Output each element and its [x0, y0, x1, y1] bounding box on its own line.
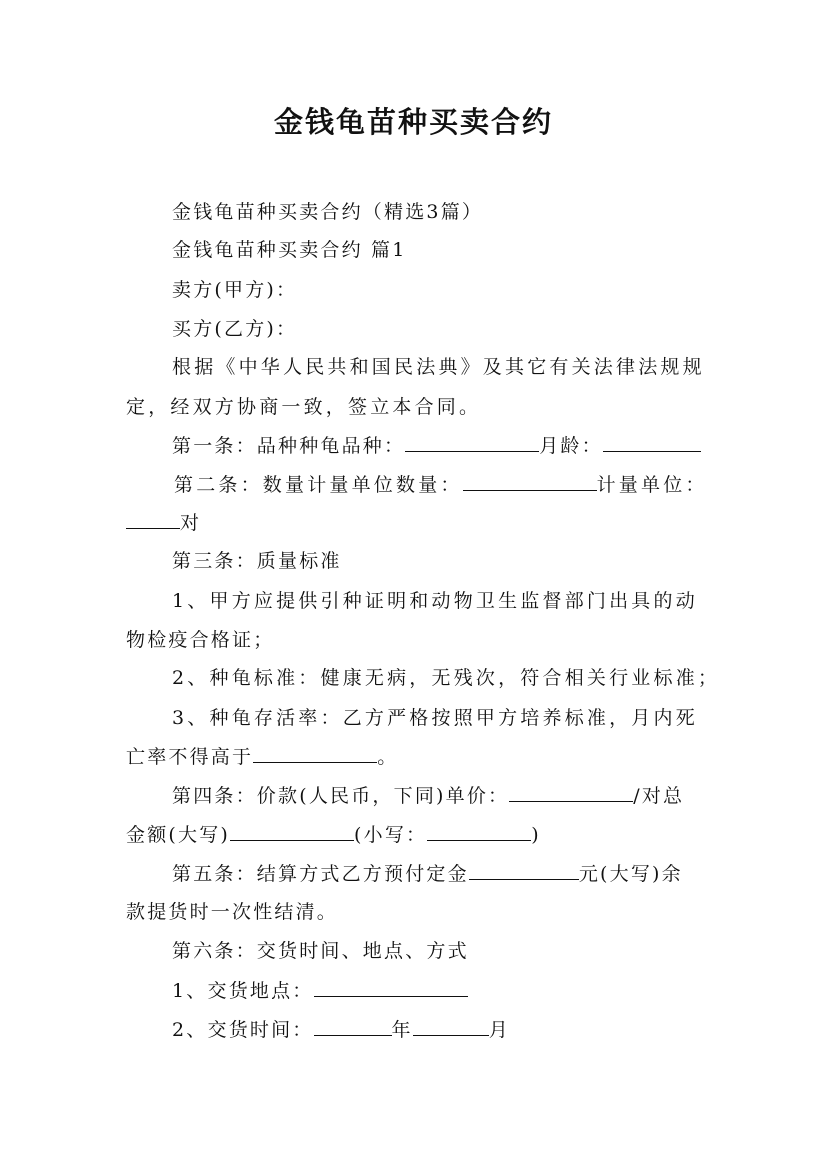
fill-blank [314, 978, 468, 997]
text: 定，经双方协商一致，签立本合同。 [126, 396, 482, 418]
paragraph-line [172, 355, 705, 379]
text: 亡率不得高于 [126, 746, 254, 768]
fill-blank [463, 472, 597, 491]
paragraph-line [126, 395, 481, 419]
text: 2、交货时间： [172, 1019, 314, 1041]
article-3 [172, 549, 342, 573]
text: 物检疫合格证； [126, 629, 275, 651]
article-5 [172, 861, 683, 886]
fill-blank [126, 510, 180, 529]
text: (小写： [354, 824, 428, 846]
text: /对总 [633, 785, 685, 807]
buyer-line [172, 317, 297, 341]
text: 月 [488, 1019, 510, 1041]
seller-line [172, 278, 297, 302]
paragraph-line [172, 978, 468, 1003]
text: 买方(乙方)： [172, 318, 298, 340]
article-2 [174, 472, 708, 497]
article-6 [172, 939, 469, 963]
text: 款提货时一次性结清。 [126, 901, 339, 923]
article-4 [172, 783, 684, 808]
document-title: 金钱龟苗种买卖合约 [273, 105, 553, 139]
fill-blank [509, 783, 633, 802]
paragraph-line [172, 706, 698, 730]
text: 第四条：价款(人民币，下同)单价： [172, 785, 510, 807]
text: 2、种龟标准：健康无病，无残次，符合相关行业标准； [172, 667, 721, 689]
paragraph-line [126, 900, 338, 924]
text: 金额(大写) [126, 824, 231, 846]
subtitle-line [172, 200, 483, 224]
text: 对 [180, 512, 200, 534]
section-heading [172, 238, 407, 262]
fill-blank [413, 1017, 489, 1036]
text: 3、种龟存活率：乙方严格按照甲方培养标准，月内死 [172, 707, 698, 729]
text: 1、甲方应提供引种证明和动物卫生监督部门出具的动 [172, 590, 698, 612]
text: 年 [391, 1019, 413, 1041]
text: 卖方(甲方)： [172, 279, 298, 301]
article-1 [172, 433, 701, 458]
text: 1、交货地点： [172, 980, 314, 1002]
fill-blank [314, 1017, 392, 1036]
fill-blank [469, 861, 579, 880]
text: 金钱龟苗种买卖合约（精选3篇） [172, 201, 484, 223]
text: 根据《中华人民共和国民法典》及其它有关法律法规规 [172, 356, 705, 378]
text: 第一条：品种种龟品种： [172, 435, 406, 457]
fill-blank [253, 744, 377, 763]
paragraph-line [126, 510, 199, 535]
text: 第二条：数量计量单位数量： [174, 474, 463, 496]
text: ) [531, 824, 541, 846]
text: 计量单位： [596, 474, 708, 496]
fill-blank [427, 822, 531, 841]
paragraph-line [126, 744, 398, 769]
text: 。 [377, 746, 399, 768]
paragraph-line [126, 822, 541, 847]
text: 第三条：质量标准 [172, 550, 342, 572]
paragraph-line [172, 666, 720, 690]
paragraph-line [126, 628, 274, 652]
paragraph-line [172, 589, 698, 613]
fill-blank [405, 433, 539, 452]
paragraph-line [172, 1017, 510, 1042]
text: 第六条：交货时间、地点、方式 [172, 940, 469, 962]
text: 月龄： [539, 435, 603, 457]
text: 金钱龟苗种买卖合约 篇1 [172, 239, 407, 261]
fill-blank [603, 433, 701, 452]
text: 第五条：结算方式乙方预付定金 [172, 863, 469, 885]
text: 元(大写)余 [578, 863, 683, 885]
fill-blank [230, 822, 354, 841]
